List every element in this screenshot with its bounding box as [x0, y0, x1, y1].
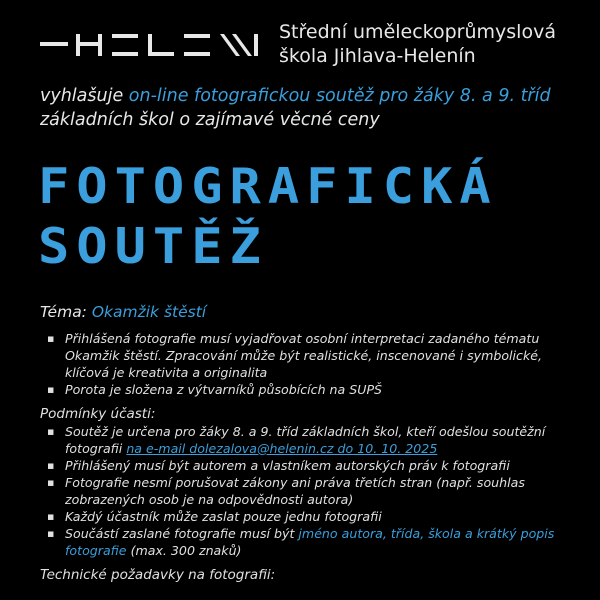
theme-label: Téma: — [40, 303, 92, 321]
intro-line2: základních škol o zajímavé věcné ceny — [40, 110, 380, 130]
page-title-line1: FOTOGRAFICKÁ — [38, 158, 498, 216]
condition-5-accent: jméno autora, třída, škola a krátký popis fotografie — [65, 526, 555, 558]
list-item — [40, 423, 580, 457]
list-item: ▪ Porota je složena z výtvarníků působících na SUPŠ — [40, 381, 580, 398]
theme-value: Okamžik štěstí — [91, 303, 207, 321]
list-item — [40, 525, 580, 559]
school-logo — [40, 34, 258, 56]
list-item: ▪ Každý účastník může zaslat pouze jednu fotografii — [40, 508, 580, 525]
intro-pre: vyhlašuje — [40, 86, 129, 106]
technical-heading: Technické požadavky na fotografii: — [40, 567, 276, 583]
intro-text — [40, 84, 551, 132]
conditions-heading: Podmínky účasti: — [40, 406, 156, 422]
condition-5-post: (max. 300 znaků) — [126, 543, 242, 558]
school-name — [279, 20, 556, 68]
email-link[interactable]: na e-mail dolezalova@helenin.cz do 10. 10. 2025 — [126, 441, 438, 456]
theme — [40, 302, 206, 322]
condition-5-pre: Součástí zaslané fotografie musí být — [65, 526, 299, 541]
theme-bullet-list — [40, 330, 580, 398]
intro-accent: on-line fotografickou soutěž pro žáky 8. a 9. tříd — [128, 86, 551, 106]
rules-content — [40, 330, 580, 584]
list-item: ▪ Přihlášená fotografie musí vyjadřovat osobní interpretaci zadaného tématu Okamžik štěstí. Zpracování může být realistické, inscenované i symbolické, klíčová je kreativita a originalita — [40, 330, 580, 381]
page-title-line2: SOUTĚŽ — [38, 218, 268, 276]
list-item: ▪ Fotografie nesmí porušovat zákony ani práva třetích stran (např. souhlas zobrazených osob je na odpovědnosti autora) — [40, 474, 580, 508]
intro-line1 — [40, 84, 551, 108]
condition-1-text: Soutěž je určena pro žáky 8. a 9. tříd základních škol, kteří odešlou soutěžní fotografii — [65, 424, 546, 456]
school-name-line2: škola Jihlava-Helenín — [279, 45, 476, 67]
list-item: ▪ Přihlášený musí být autorem a vlastníkem autorských práv k fotografii — [40, 457, 580, 474]
school-name-line1: Střední uměleckoprůmyslová — [279, 21, 556, 43]
conditions-list — [40, 423, 580, 559]
